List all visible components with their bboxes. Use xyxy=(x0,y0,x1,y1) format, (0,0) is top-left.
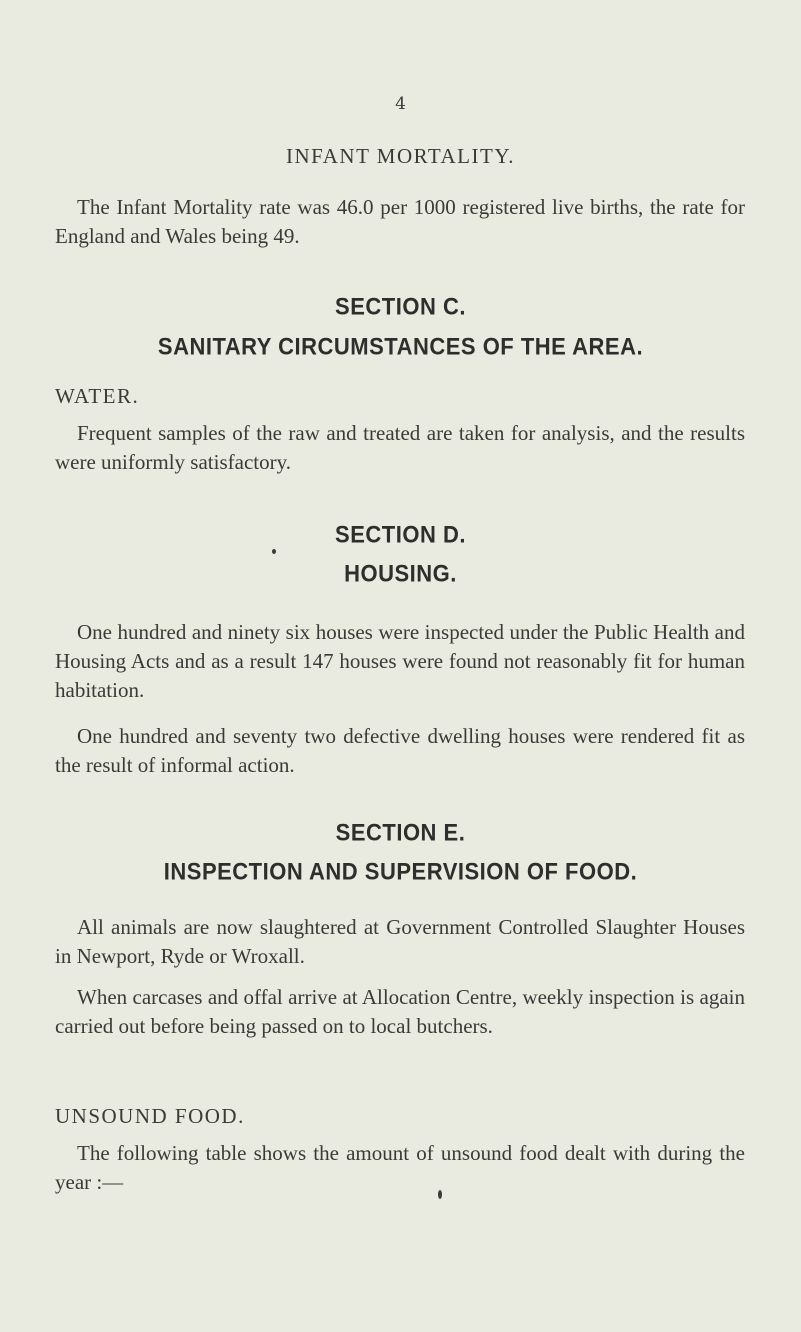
page-number: 4 xyxy=(395,94,406,114)
infant-mortality-paragraph: The Infant Mortality rate was 46.0 per 1000 registered live births, the rate for England and Wales being 49. xyxy=(55,195,745,248)
food-paragraph-2: When carcases and offal arrive at Allocation Centre, weekly inspection is again carried out before being passed on to local butchers. xyxy=(55,985,745,1038)
water-paragraph: Frequent samples of the raw and treated are taken for analysis, and the results were uniformly satisfactory. xyxy=(55,421,745,474)
unsound-food-paragraph: The following table shows the amount of unsound food dealt with during the year :— xyxy=(55,1141,745,1194)
housing-paragraph-1: One hundred and ninety six houses were inspected under the Public Health and Housing Acts and as a result 147 houses were found not reasonably fit for human habitation. xyxy=(55,620,745,702)
section-c-subtitle: SANITARY CIRCUMSTANCES OF THE AREA. xyxy=(157,332,644,361)
section-d-subtitle: HOUSING. xyxy=(344,559,457,588)
ink-speck xyxy=(272,549,276,554)
unsound-food-heading: UNSOUND FOOD. xyxy=(55,1104,245,1128)
food-paragraph-1: All animals are now slaughtered at Government Controlled Slaughter Houses in Newport, Ryde or Wroxall. xyxy=(55,915,745,968)
infant-mortality-heading: INFANT MORTALITY. xyxy=(285,144,516,168)
ink-speck xyxy=(438,1190,442,1199)
section-d-title: SECTION D. xyxy=(335,520,466,549)
water-heading: WATER. xyxy=(55,384,140,408)
section-e-subtitle: INSPECTION AND SUPERVISION OF FOOD. xyxy=(163,857,638,886)
section-c-title: SECTION C. xyxy=(335,292,466,321)
housing-paragraph-2: One hundred and seventy two defective dwelling houses were rendered fit as the result of informal action. xyxy=(55,724,745,777)
section-e-title: SECTION E. xyxy=(335,818,466,847)
